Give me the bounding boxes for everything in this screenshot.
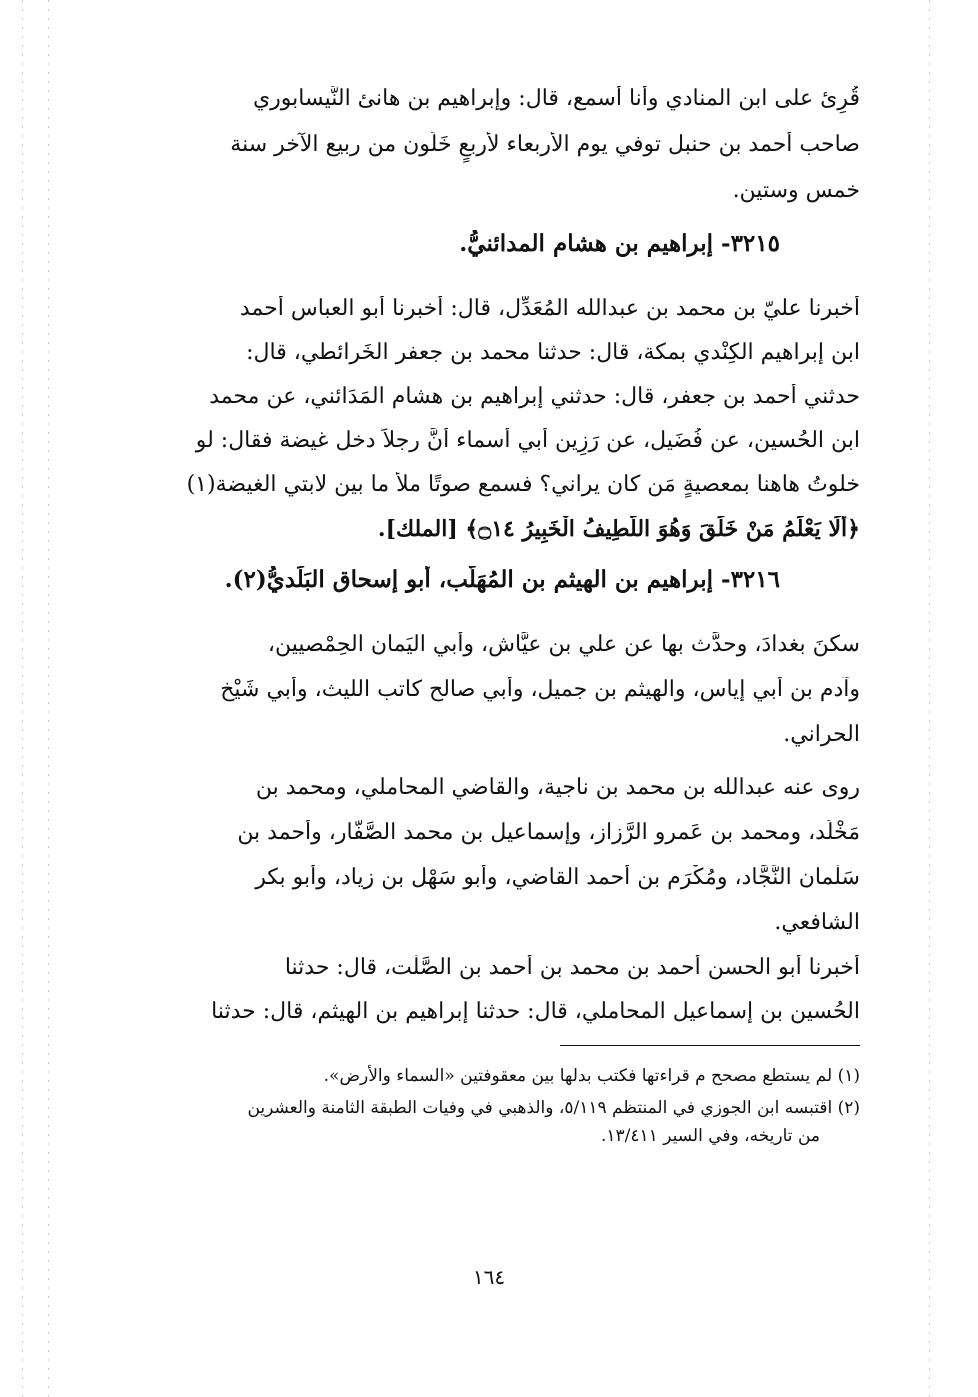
text-line: خمس وستين.: [732, 178, 860, 203]
text-line: أخبرنا أبو الحسن أحمد بن محمد بن أحمد بن الصَّلْت، قال: حدثنا: [284, 955, 860, 980]
scan-edge-mark: [48, 0, 49, 1397]
quran-verse: ﴿أَلَا يَعْلَمُ مَنْ خَلَقَ وَهُوَ اللَّطِيفُ الْخَبِيرُ ۝١٤﴾ [الملك].: [377, 516, 860, 542]
text-line: وآدم بن أبي إياس، والهيثم بن جميل، وأبي صالح كاتب الليث، وأبي شَيْخ: [220, 677, 860, 702]
text-line: الشافعي.: [774, 910, 860, 935]
text-line: سكنَ بغدادَ، وحدَّث بها عن علي بن عيَّاش، وأبي اليَمان الحِمْصيين،: [267, 632, 860, 657]
footnote-separator: [560, 1045, 860, 1046]
entry-title: ٣٢١٥- إبراهيم بن هشام المدائنيُّ.: [459, 230, 780, 257]
paragraph-narrators: [140, 775, 860, 955]
text-line: سَلْمان النَّجَّاد، ومُكْرَم بن أحمد القاضي، وأبو سَهْل بن زياد، وأبو بكر: [255, 865, 860, 890]
page-number: ١٦٤: [472, 1265, 506, 1289]
text-line: خلوتُ هاهنا بمعصيةٍ مَن كان يراني؟ فسمع صوتًا ملأ ما بين لابتي الغيضة(١): [186, 472, 860, 497]
paragraph-isnad-3216: [140, 955, 860, 1043]
scan-edge-mark: [929, 0, 930, 1397]
entry-title: ٣٢١٦- إبراهيم بن الهيثم بن المُهَلَّب، أبو إسحاق البَلَديُّ(٢).: [224, 566, 780, 593]
text-line: ابن إبراهيم الكِنْدي بمكة، قال: حدثنا محمد بن جعفر الخَرائطي، قال:: [246, 340, 860, 365]
entry-heading-3215: [140, 230, 860, 258]
text-line: روى عنه عبدالله بن محمد بن ناجية، والقاضي المحاملي، ومحمد بن: [255, 775, 860, 800]
paragraph-biography: [140, 632, 860, 767]
footnote-2: (٢) اقتبسه ابن الجوزي في المنتظم ٥/١١٩، والذهبي في وفيات الطبقة الثامنة والعشرين: [247, 1098, 860, 1118]
footnotes: [140, 1065, 860, 1153]
text-line: ابن الحُسين، عن فُضَيل، عن رَزِين أبي أسماء أنَّ رجلاً دخل غيضة فقال: لو: [195, 428, 860, 453]
text-line: أخبرنا عليّ بن محمد بن عبدالله المُعَدِّل، قال: أخبرنا أبو العباس أحمد: [239, 296, 860, 321]
text-line: صاحب أحمد بن حنبل توفي يوم الأربعاء لأربعٍ خَلَون من ربيع الآخر سنة: [230, 132, 860, 157]
text-line: الحُسين بن إسماعيل المحاملي، قال: حدثنا إبراهيم بن الهيثم، قال: حدثنا: [211, 999, 860, 1024]
text-line: قُرِئ على ابن المنادي وأنا أسمع، قال: وإبراهيم بن هانئ النَّيسابوري: [252, 86, 860, 111]
scan-edge-mark: [22, 0, 23, 1397]
footnote-1: (١) لم يستطع مصحح م قراءتها فكتب بدلها بين معقوفتين «السماء والأرض».: [323, 1066, 860, 1086]
text-line: مَخْلَد، ومحمد بن عَمرو الرَّزاز، وإسماعيل بن محمد الصَّفَّار، وأحمد بن: [237, 820, 860, 845]
text-line: الحراني.: [783, 722, 860, 747]
text-line: حدثني أحمد بن جعفر، قال: حدثني إبراهيم بن هشام المَدَائني، عن محمد: [209, 384, 860, 409]
footnote-2-continued: من تاريخه، وفي السير ١٣/٤١١.: [601, 1126, 820, 1146]
entry-heading-3216: [140, 566, 860, 594]
paragraph-isnad-3215: [140, 296, 860, 560]
paragraph-ibrahim-nisaburi: [140, 86, 860, 224]
